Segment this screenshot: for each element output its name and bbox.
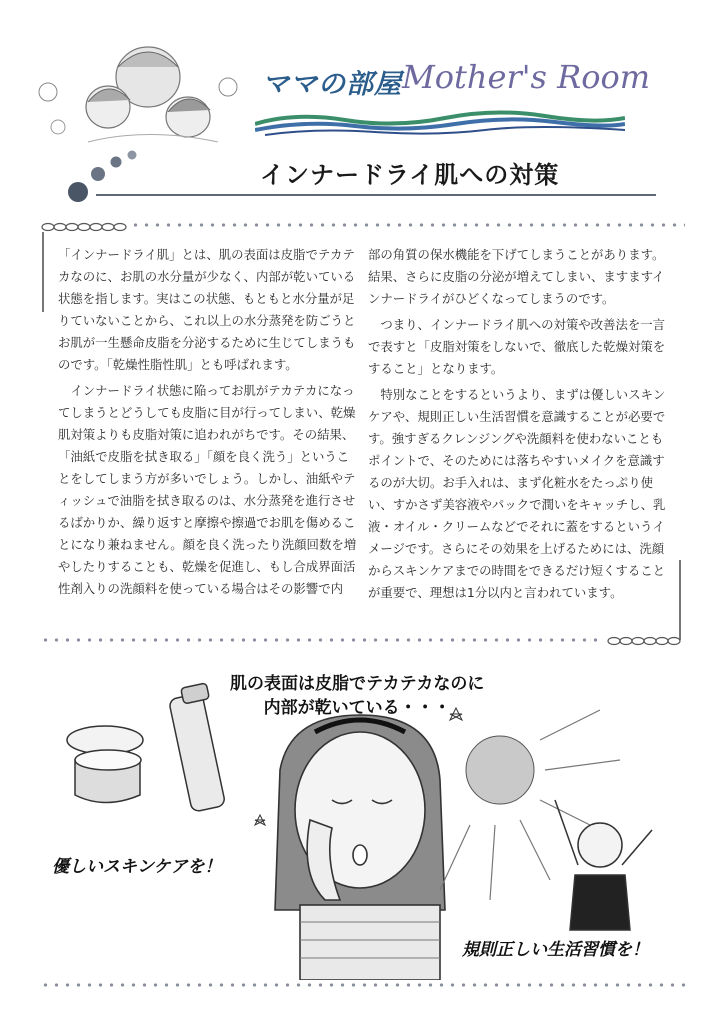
article-column-right (368, 244, 666, 604)
paragraph: 部の角質の保水機能を下げてしまうことがあります。結果、さらに皮脂の分泌が増えてしまい、ますますインナードライがひどくなってしまうのです。 (368, 247, 665, 306)
dotted-border-bottom (40, 982, 685, 988)
left-border-accent (42, 232, 44, 312)
paragraph: 特別なことをするというより、まずは優しいスキンケアや、規則正しい生活習慣を意識することが必要です。強すぎるクレンジングや洗顔料を使わないこともポイントで、そのためには落ちやすいメイクを意識するのが大切。お手入れは、まず化粧水をたっぷり使い、すかさず美容液やパックで潤いをキャッチし、乳液・オイル・クリームなどでそれに蓋をするというイメージです。さらにその効果を上げるためには、洗顔からスキンケアまでの時間をできるだけ短くすることが重要で、理想は1分以内と言われています。 (368, 387, 666, 600)
dots-decoration (64, 142, 144, 202)
wave-decoration (255, 104, 625, 138)
paragraph: 「インナードライ肌」とは、肌の表面は皮脂でテカテカなのに、お肌の水分量が少なく、内部が乾いている状態を指します。実はこの状態、もともと水分量が足りていないことから、これ以上の水分蒸発を防ごうとお肌が一生懸命皮脂を分泌するために生じてしまうものです。「乾燥性脂性肌」とも呼ばれます。 (58, 247, 356, 372)
article-column-left (58, 244, 358, 600)
bubble-line-1: 肌の表面は皮脂でテカテカなのに (230, 674, 485, 694)
caption-skincare: 優しいスキンケアを！ (52, 857, 222, 877)
section-title-jp: ママの部屋 (262, 69, 402, 100)
paragraph: インナードライ状態に陥ってお肌がテカテカになってしまうとどうしても皮脂に目が行ってしまい、乾燥肌対策よりも皮脂対策に追われがちです。その結果、「油紙で皮脂を拭き取る」「顔を良く洗う」ということをしてしまう方が多いでしょう。しかし、油紙やティッシュで油脂を拭き取るのは、水分蒸発を進行させるばかりか、繰り返すと摩擦や擦過でお肌を傷めることになり兼ねません。顔を良く洗ったり洗顔回数を増やしたりすることも、乾燥を促進し、もし合成界面活性剤入りの洗顔料を使っている場合はその影響で内 (58, 383, 357, 596)
caption-lifestyle: 規則正しい生活習慣を！ (462, 940, 649, 960)
chain-ornament-top (40, 222, 150, 232)
dotted-border-middle (40, 637, 600, 643)
right-border-accent (679, 560, 681, 640)
mother-children-illustration (28, 32, 248, 152)
section-title-en: Mother's Room (402, 58, 651, 96)
bubble-line-2: 内部が乾いている・・・ (263, 698, 451, 718)
title-rule (96, 194, 656, 196)
paragraph: つまり、インナードライ肌への対策や改善法を一言で表すと「皮脂対策をしないで、徹底した乾燥対策をすること」となります。 (368, 317, 666, 376)
speech-bubble (230, 672, 484, 720)
dotted-border-top (130, 222, 685, 228)
article-title: インナードライ肌への対策 (260, 161, 560, 189)
chain-ornament-bottom (606, 636, 716, 646)
